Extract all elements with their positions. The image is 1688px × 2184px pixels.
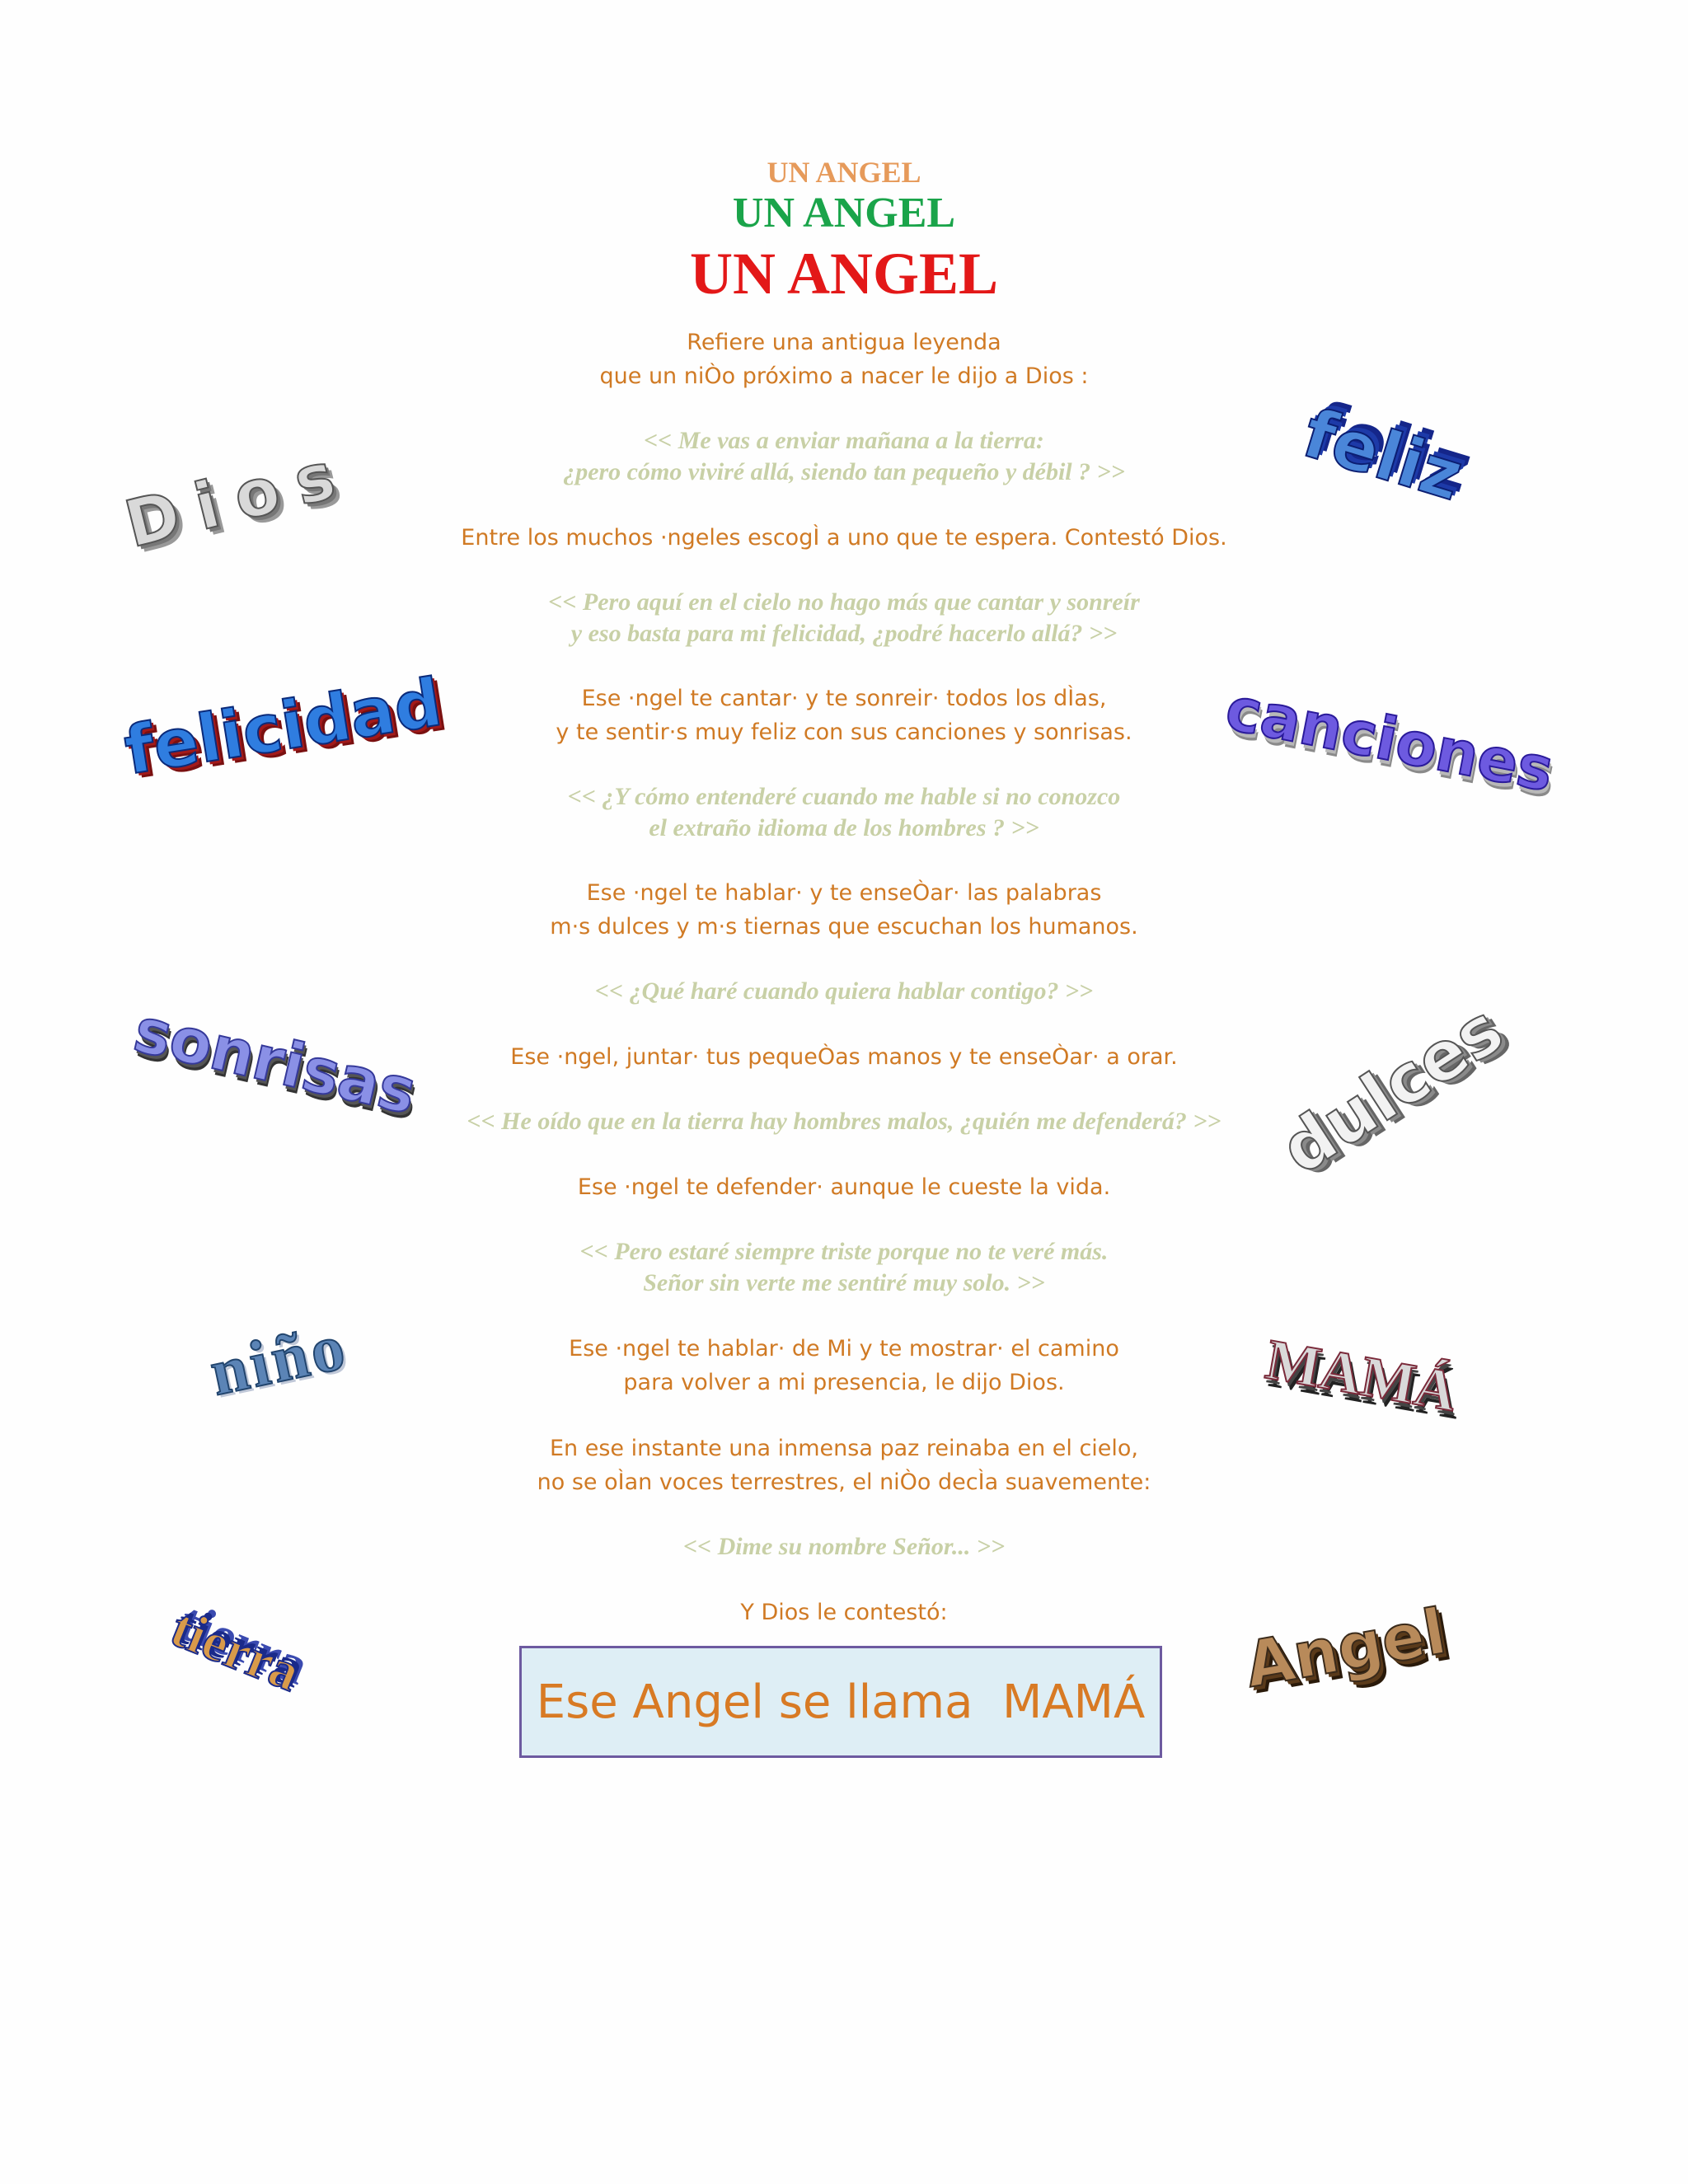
poem-quote: << Me vas a enviar mañana a la tierra: (644, 427, 1044, 454)
wordart-feliz: feliz (1294, 394, 1471, 517)
poem-line: m·s dulces y m·s tiernas que escuchan los humanos. (550, 914, 1138, 940)
wordart-angel: Angel (1240, 1594, 1451, 1702)
wordart-canciones: canciones (1220, 673, 1559, 805)
answer-box (519, 1646, 1162, 1758)
poem-line: Ese ·ngel te hablar· de Mi y te mostrar· el camino (569, 1336, 1119, 1361)
title-small: UN ANGEL (767, 156, 921, 189)
poem-line: Ese ·ngel, juntar· tus pequeÒas manos y te enseÒar· a orar. (510, 1044, 1178, 1070)
poem-quote: el extraño idioma de los hombres ? >> (649, 814, 1039, 841)
wordart-sonrisas: sonrisas (127, 995, 423, 1128)
poem-quote: << Dime su nombre Señor... >> (682, 1533, 1006, 1560)
wordart-mama: MAMÁ (1261, 1328, 1462, 1424)
poem-line: Y Dios le contestó: (740, 1600, 948, 1625)
title-medium: UN ANGEL (732, 190, 956, 237)
poem-quote: ¿pero cómo viviré allá, siendo tan pequeño y débil ? >> (563, 458, 1125, 485)
wordart-tierra: tierra (162, 1597, 309, 1704)
wordart-dios: Dios (118, 434, 360, 563)
poem-line: Ese ·ngel te cantar· y te sonreir· todos los dÌas, (581, 686, 1107, 711)
wordart-nino: niño (204, 1310, 354, 1410)
poem-quote: << Pero estaré siempre triste porque no te veré más. (579, 1238, 1109, 1265)
answer-text: Ese Angel se llama MAMÁ (536, 1675, 1146, 1729)
poem-line: no se oÌan voces terrestres, el niÒo decÌa suavemente: (537, 1469, 1151, 1495)
poem-line: para volver a mi presencia, le dijo Dios. (623, 1370, 1065, 1395)
poem-line: que un niÒo próximo a nacer le dijo a Dios : (599, 363, 1089, 389)
poem-line: Ese ·ngel te hablar· y te enseÒar· las palabras (586, 880, 1102, 906)
title-large: UN ANGEL (689, 241, 999, 307)
wordart-dulces: dulces (1268, 990, 1517, 1190)
poem-line: y te sentir·s muy feliz con sus canciones y sonrisas. (556, 719, 1132, 745)
wordart-felicidad: felicidad (120, 663, 448, 790)
poem-quote: << Pero aquí en el cielo no hago más que cantar y sonreír (548, 588, 1140, 616)
poem-quote: y eso basta para mi felicidad, ¿podré hacerlo allá? >> (570, 620, 1118, 647)
poem-line: Entre los muchos ·ngeles escogÌ a uno que te espera. Contestó Dios. (461, 525, 1227, 551)
poem-line: En ese instante una inmensa paz reinaba en el cielo, (549, 1436, 1139, 1461)
poem-quote: << ¿Qué haré cuando quiera hablar contigo? >> (594, 977, 1094, 1005)
poem-quote: Señor sin verte me sentiré muy solo. >> (643, 1269, 1045, 1296)
poem-quote: << He oído que en la tierra hay hombres malos, ¿quién me defenderá? >> (467, 1108, 1221, 1135)
poem-line: Ese ·ngel te defender· aunque le cueste la vida. (577, 1174, 1111, 1200)
poem-line: Refiere una antigua leyenda (687, 330, 1001, 355)
poem-quote: << ¿Y cómo entenderé cuando me hable si no conozco (567, 783, 1121, 810)
